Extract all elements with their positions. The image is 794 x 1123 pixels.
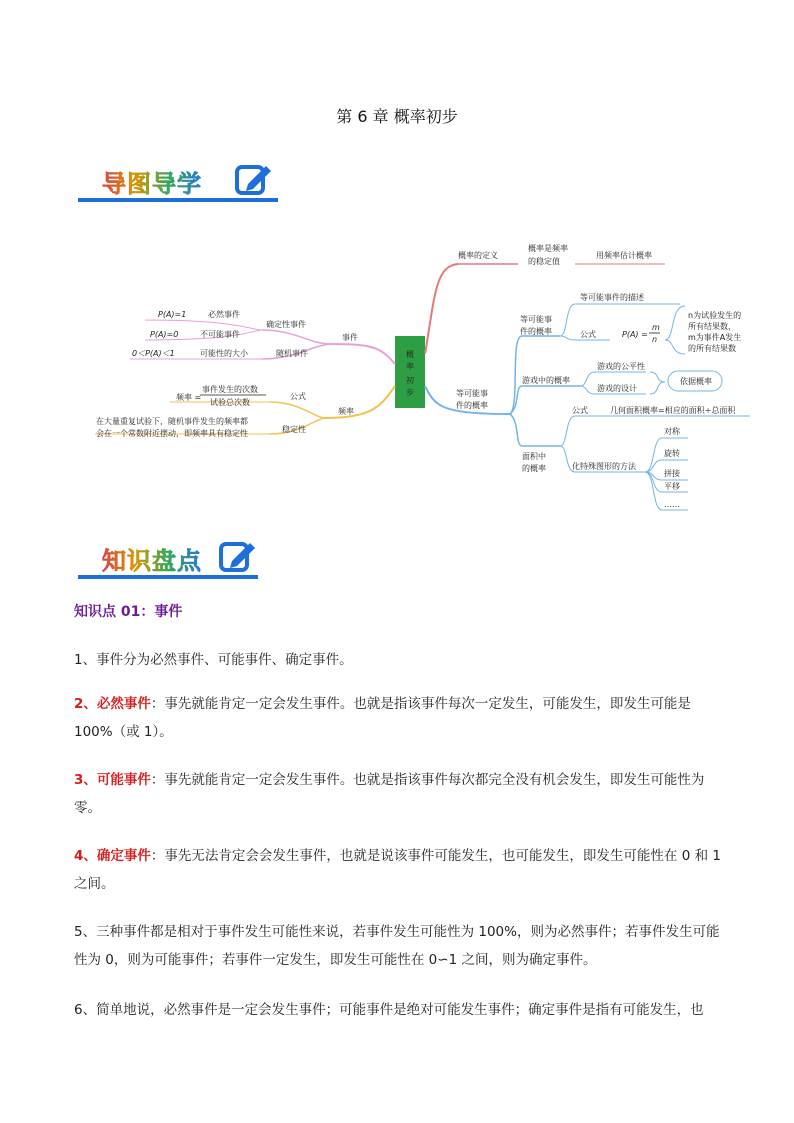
mindmap-center-char-2: 率 (406, 362, 414, 371)
mindmap-center-char-3: 初 (406, 376, 414, 385)
node-rotate: 旋转 (664, 449, 680, 458)
section-title: 知识点 01：事件 (74, 604, 183, 620)
node-stable-value-2: 的稳定值 (528, 257, 560, 266)
node-by-prob: 依据概率 (680, 377, 712, 386)
node-simplify: 化特殊图形的方法 (572, 462, 636, 471)
paragraph-2 (74, 690, 726, 746)
node-area-formula: 公式 (572, 406, 588, 415)
node-stability: 稳定性 (282, 425, 306, 434)
node-equal-event-1: 等可能事 (456, 389, 488, 398)
node-n-desc-3: m为事件A发生 (688, 333, 742, 342)
paragraph-6 (74, 996, 726, 1024)
node-possibility-size: 可能性的大小 (200, 349, 248, 358)
paragraph-1 (74, 646, 726, 674)
node-n-desc-1: n为试验发生的 (688, 311, 742, 320)
node-etc: …… (664, 500, 680, 509)
node-equal-desc: 等可能事件的描述 (580, 293, 644, 302)
paragraph-3-text: ：事先就能肯定一定会发生事件。也就是指该事件每次都完全没有机会发生，即发生可能性为零。 (74, 772, 705, 816)
node-translate: 平移 (664, 482, 680, 491)
node-splice: 拼接 (664, 469, 680, 478)
paragraph-4 (74, 842, 726, 898)
node-n-desc-2: 所有结果数， (688, 322, 736, 331)
node-game: 游戏中的概率 (522, 376, 570, 385)
paragraph-4-label: 4、确定事件 (74, 848, 151, 864)
node-symmetry: 对称 (664, 427, 680, 436)
node-impossible-event: 不可能事件 (200, 330, 240, 339)
node-event: 事件 (342, 333, 358, 342)
node-definition: 概率的定义 (458, 251, 498, 260)
knowledge-banner (78, 539, 258, 579)
node-stable-value-1: 概率是频率 (528, 244, 568, 253)
node-frequency: 频率 (338, 407, 354, 416)
paragraph-4-text: ：事先无法肯定会会发生事件，也就是说该事件可能发生，也可能发生，即发生可能性在 0 和 1 之间。 (74, 848, 721, 892)
node-equal-2: 件的概率 (520, 327, 552, 336)
mindmap-center-box (395, 336, 425, 408)
node-must-event: 必然事件 (208, 310, 240, 319)
node-area-2: 的概率 (522, 464, 546, 473)
paragraph-5-text: 5、三种事件都是相对于事件发生可能性来说，若事件发生可能性为 100%，则为必然事件；若事件发生可能性为 0，则为可能事件；若事件一定发生，即发生可能性在 0∽1 之间，则为确定事件。 (74, 924, 720, 968)
paragraph-3-label: 3、可能事件 (74, 772, 151, 788)
node-freq-num: 事件发生的次数 (202, 385, 258, 394)
branch-definition (425, 264, 458, 354)
node-p-num: m (652, 323, 660, 332)
node-game-design: 游戏的设计 (597, 384, 637, 393)
paragraph-2-text: ：事先就能肯定一定会发生事件。也就是指该事件每次一定发生，可能发生，即发生可能是 100%（或 1）。 (74, 696, 691, 740)
node-stability-desc-1: 在大量重复试验下，随机事件发生的频率都 (96, 417, 248, 426)
edit-icon (218, 539, 258, 573)
paragraph-3 (74, 766, 726, 822)
mindmap-center-char-4: 步 (406, 388, 414, 397)
node-equal-formula: 公式 (580, 330, 596, 339)
knowledge-banner-text: 知识盘点 (102, 541, 202, 576)
page-title: 第 6 章 概率初步 (336, 107, 458, 126)
paragraph-1-text: 1、事件分为必然事件、可能事件、确定事件。 (74, 652, 353, 668)
paragraph-5 (74, 918, 726, 974)
node-p-formula-lhs: P(A) = (622, 330, 648, 339)
edit-icon (234, 162, 274, 196)
paragraph-6-text: 6、简单地说，必然事件是一定会发生事件；可能事件是绝对可能发生事件；确定事件是指有可能发生，也 (74, 1002, 704, 1018)
node-random-event: 随机事件 (276, 349, 308, 358)
paragraph-2-label: 2、必然事件 (74, 696, 151, 712)
node-freq-den: 试验总次数 (210, 398, 250, 407)
knowledge-banner-underline (78, 575, 258, 579)
node-certain-event: 确定性事件 (266, 320, 306, 329)
branch-frequency (325, 386, 395, 418)
node-equal-1: 等可能事 (520, 315, 552, 324)
guide-banner (78, 162, 278, 202)
node-p-den: n (652, 335, 658, 344)
node-p-zero: P(A)=0 (150, 330, 179, 339)
node-estimate: 用频率估计概率 (596, 251, 652, 260)
node-p-one: P(A)=1 (158, 310, 187, 319)
guide-banner-underline (78, 198, 278, 202)
guide-banner-text: 导图导学 (102, 164, 202, 199)
node-equal-event-2: 件的概率 (456, 401, 488, 410)
node-formula-left: 公式 (290, 392, 306, 401)
branch-event (330, 344, 395, 364)
node-p-range: 0＜P(A)＜1 (132, 349, 175, 358)
node-game-fair: 游戏的公平性 (597, 362, 645, 371)
mind-map (90, 236, 750, 516)
node-area-1: 面积中 (522, 452, 546, 461)
node-freq-label: 频率 = (176, 393, 202, 402)
mindmap-center-char-1: 概 (406, 350, 414, 359)
node-n-desc-4: 的所有结果数 (688, 344, 736, 353)
node-stability-desc-2: 会在一个常数附近摆动，即频率具有稳定性 (96, 429, 248, 438)
node-area-formula-text: 几何面积概率=相应的面积÷总面积 (610, 406, 736, 415)
